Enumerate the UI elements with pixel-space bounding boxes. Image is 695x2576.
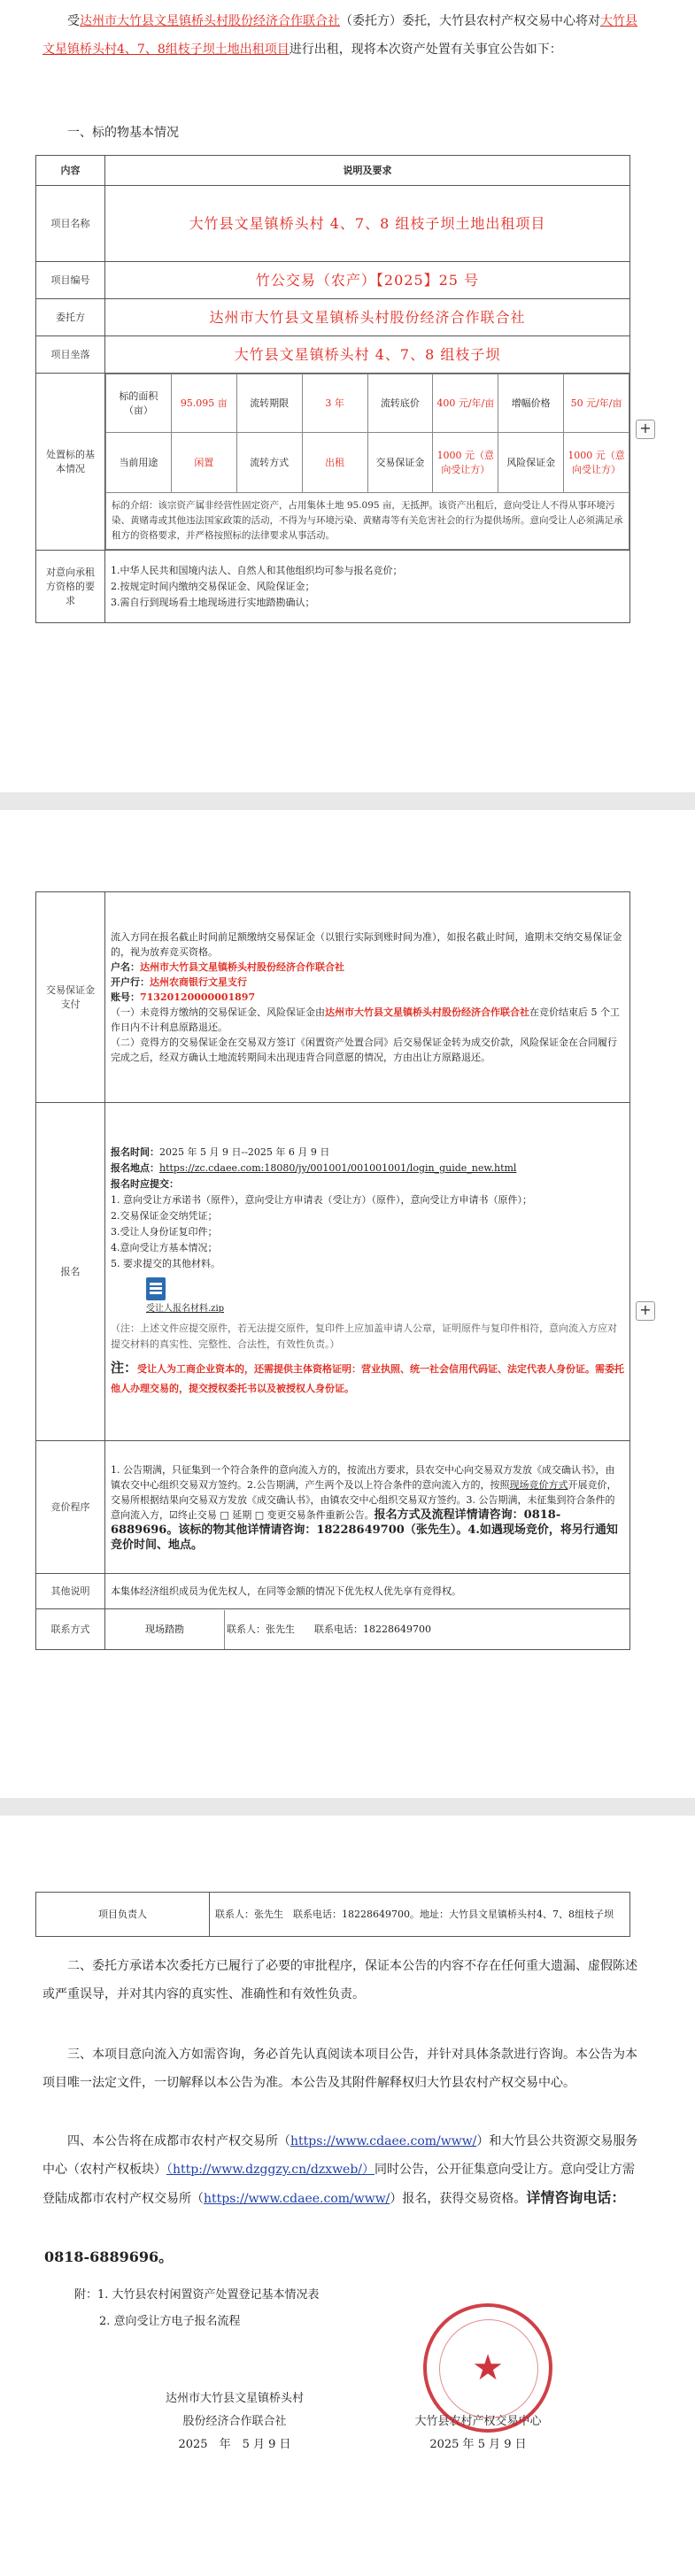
add-row-button-2[interactable]: +: [636, 1301, 655, 1321]
deposit-pay-label: 交易保证金支付: [36, 892, 105, 1103]
registration-note: （注：上述文件应提交原件，若无法提交原件，复印件上应加盖申请人公章，证明原件与复印件相符，意向流入方应对提交材料的真实性、完整性、合法性，有效性负责。）: [111, 1323, 617, 1350]
link-cdaee-1[interactable]: https://www.cdaee.com/www/: [290, 2134, 477, 2148]
attachment-name[interactable]: 受让人报名材料.zip: [146, 1304, 225, 1314]
deposit-value: 1000 元（意向受让方）: [433, 433, 498, 493]
location-value: 大竹县文星镇桥头村 4、7、8 组枝子坝: [105, 336, 630, 374]
add-row-button[interactable]: +: [636, 420, 655, 439]
publication-paragraph: 四、本公告将在成都市农村产权交易所（https://www.cdaee.com/www/）和大竹县公共资源交易服务中心（农村产权板块）（http://www.dzggzy.cn/dzxweb/）同时公告，公开征集意向受让方。意向受让方需登陆成都市农村产权交易所（https://www.cdaee.com/www/）报名，获得交易资格。详情咨询电话：: [42, 2134, 638, 2206]
zip-file-icon: [146, 1277, 166, 1300]
manager-label: 项目负责人: [36, 1893, 210, 1937]
period-value: 3 年: [302, 374, 367, 433]
base-price-value: 400 元/年/亩: [433, 374, 498, 433]
registration-warning: 注：受让人为工商企业资本的，还需提供主体资格证明：营业执照、统一社会信用代码证、法定代表人身份证。需委托他人办理交易的，提交授权委托书以及被授权人身份证。: [111, 1360, 625, 1394]
signature-right: 大竹县农村产权交易中心 2025 年 5 月 9 日: [414, 2415, 542, 2451]
other-label: 其他说明: [36, 1574, 105, 1609]
page-3: [0, 1824, 695, 2576]
contact-info: 联系人：张先生 联系电话：18228649700: [227, 1623, 431, 1635]
reg-doc-5: 5. 要求提交的其他材料。: [111, 1258, 220, 1269]
reg-doc-1: 1. 意向受让方承诺书（原件），意向受让方申请表（受让方）（原件），意向受让方申请书（原件）；: [111, 1194, 532, 1206]
basic-info-label: 处置标的基本情况: [36, 374, 105, 551]
qualification-item-3: 3.需自行到现场看土地现场进行实地踏勘确认；: [111, 596, 315, 608]
increment-label: 增幅价格: [498, 374, 564, 433]
account-number: 71320120000001897: [140, 991, 256, 1003]
project-no-label: 项目编号: [36, 262, 105, 299]
basic-info-grid: [105, 374, 629, 550]
site-visit-label: 现场踏勘: [105, 1610, 225, 1649]
asset-info-table: [35, 155, 630, 623]
header-content: 内容: [36, 156, 105, 186]
link-cdaee-2[interactable]: https://www.cdaee.com/www/: [204, 2192, 390, 2206]
risk-value: 1000 元（意向受让方）: [564, 433, 629, 493]
entrustor-name: 达州市大竹县文星镇桥头村股份经济合作联合社: [80, 14, 340, 28]
registration-time: 2025 年 5 月 9 日--2025 年 6 月 9 日: [159, 1146, 330, 1158]
period-label: 流转期限: [236, 374, 302, 433]
risk-label: 风险保证金: [498, 433, 564, 493]
project-title-inline: 大竹县文星镇桥头村4、7、8组枝子坝土地出租项目: [42, 14, 637, 57]
method-label: 流转方式: [236, 433, 302, 493]
consult-phone: 0818-6889696。: [44, 2248, 174, 2265]
current-use-label: 当前用途: [106, 433, 172, 493]
deposit-label: 交易保证金: [367, 433, 433, 493]
qualification-item-1: 1.中华人民共和国境内法人、自然人和其他组织均可参与报名竞价；: [111, 564, 403, 576]
page-separator-2: [0, 1798, 695, 1816]
reg-doc-4: 4.意向受让方基本情况；: [111, 1242, 218, 1253]
area-value: 95.095 亩: [171, 374, 236, 433]
page-1: [0, 0, 695, 786]
asset-intro: 标的介绍：该宗资产属非经营性固定资产，占用集体土地 95.095 亩，无抵押。该资产出租后，意向受让人不得从事环境污染、黄赌毒或其他违法国家政策的活动，不得为与环境污染、黄赌毒等有关危害社会的行为提供场所。意向受让人必须满足承租方的资格要求，并严格按照标的法律要求从事活动。: [106, 493, 629, 550]
attachment-1: 附：1. 大竹县农村闲置资产处置登记基本情况表: [74, 2288, 320, 2302]
qualification-label: 对意向承租方资格的要求: [36, 551, 105, 623]
section-1-heading: 一、标的物基本情况: [67, 126, 179, 140]
reg-doc-2: 2.交易保证金交纳凭证；: [111, 1210, 218, 1222]
commitment-paragraph: 二、委托方承诺本次委托方已履行了必要的审批程序，保证本公告的内容不存在任何重大遗漏、虚假陈述或严重误导，并对其内容的真实性、准确性和有效性负责。: [42, 1959, 637, 2001]
registration-label: 报名: [36, 1103, 105, 1441]
bidding-label: 竞价程序: [36, 1441, 105, 1574]
reg-doc-3: 3.受让人身份证复印件；: [111, 1226, 218, 1238]
deposit-convert-note: （二）竞得方的交易保证金在交易双方签订《闲置资产处置合同》后交易保证金转为成交价款，风险保证金在合同履行完成之后，经双方确认土地流转期间未出现违背合同意愿的情况，方由出让方原路退还。: [111, 1037, 617, 1063]
link-dzggzy[interactable]: （http://www.dzggzy.cn/dzxweb/）: [166, 2163, 375, 2177]
intro-paragraph: 受达州市大竹县文星镇桥头村股份经济合作联合社（委托方）委托，大竹县农村产权交易中心将对大竹县文星镇桥头村4、7、8组枝子坝土地出租项目进行出租，现将本次资产处置有关事宜公告如下：: [42, 14, 637, 57]
deposit-note: 流入方同在报名截止时间前足额缴纳交易保证金（以银行实际到账时间为准），如报名截止时间，逾期未交纳交易保证金的，视为放弃竞买资格。: [111, 931, 622, 958]
bank-name: 达州农商银行文星支行: [150, 976, 247, 988]
area-label: 标的面积（亩）: [106, 374, 172, 433]
terminate-checkbox: ☑: [169, 1508, 178, 1521]
signature-left: 达州市大竹县文星镇桥头村 股份经济合作联合社 2025 年 5 月 9 日: [165, 2392, 304, 2451]
page-2: [0, 819, 695, 1791]
project-name-label: 项目名称: [36, 186, 105, 262]
official-seal: ★: [423, 2303, 552, 2433]
qualification-item-2: 2.按规定时间内缴纳交易保证金、风险保证金；: [111, 580, 315, 592]
increment-value: 50 元/年/亩: [564, 374, 629, 433]
contact-label: 联系方式: [36, 1609, 105, 1650]
manager-table: [35, 1892, 630, 1937]
account-name: 达州市大竹县文星镇桥头村股份经济合作联合社: [140, 961, 344, 973]
bidding-contact: 报名方式及流程详情请咨询：0818-6889696。该标的物其他详情请咨询：18228649700（张先生）。4.如遇现场竞价，将另行通知竞价时间、地点。: [111, 1508, 618, 1552]
location-label: 项目坐落: [36, 336, 105, 374]
header-desc: 说明及要求: [105, 156, 630, 186]
base-price-label: 流转底价: [367, 374, 433, 433]
consultation-paragraph: 三、本项目意向流入方如需咨询，务必首先认真阅读本项目公告，并针对具体条款进行咨询。本公告为本项目唯一法定文件，一切解释以本公告为准。本公告及其附件解释权归大竹县农村产权交易中心。: [42, 2048, 637, 2090]
procedure-table: 交易保证金支付 流入方同在报名截止时间前足额缴纳交易保证金（以银行实际到账时间为准），如报名截止时间，逾期未交纳交易保证金的，视为放弃竞买资格。 户名：达州市大竹县文星镇桥头村股份经济合作联合社 开户行：达州农商银行文星支行 账号：71320120000001897 （一）未竞得方缴纳的交易保证金、风险保证金由达州市大竹县文星镇桥头村股份经济合作联合社在竞价结束后 5 个工作日内不计利息原路退还。 （二）竞得方的交易保证金在交易双方签订《闲置资产处置合同》后交易保证金转为成交价款，风险保证金在合同履行完成之后，经双方确认土地流转期间未出现违背合同意愿的情况，方由出让方原路退还。 报名 报名时间：2025 年 5 月 9 日--2025 年 6 月 9 日 报名地点：https://zc.cdaee.com:18080/jy/001001/001001001/login_guide_new.html 报名时应提交： 1. 意向受让方承诺书（原件），意向受让方申请表（受让方）（原件），意向受让方申请书（原件）； 2.交易保证金交纳凭证； 3.受让人身份证复印件； 4.意向受让方基本情况； 5. 要求提交的其他材料。 受让人报名材料.zip （注：上述文件应提交原件，若无法提交原件，复印件上应加盖申请人公章，证明原件与复印件相符，意向流入方应对提交材料的真实性、完整性、合法性，有效性负责。） 注：受让人为工商企业资本的，还需提供主体资格证明：营业执照、统一社会信用代码证、法定代表人身份证。需委托他人办理交易的，提交授权委托书以及被授权人身份证。 竞价程序 1. 公告期满，只征集到一个符合条件的意向流入方的，按流出方要求，县农交中心向交易双方发放《成交确认书》，由镇农交中心组织交易双方签约。2.公告期满，产生两个及以上符合条件的意向流入方的，按照现场竞价方式开展竞价，交易所根据结果向交易双方发放《成交确认书》，由镇农交中心组织交易双方签约。3. 公告期满，未征集到符合条件的意向流入方，☑终止交易 □ 延期 □ 变更交易条件重新公告。报名方式及流程详情请咨询：0818-6889696。该标的物其他详情请咨询：18228649700（张先生）。4.如遇现场竞价，将另行通知竞价时间、地点。 其他说明 本集体经济组织成员为优先权人，在同等金额的情况下优先权人优先享有竞得权。 联系方式 现场踏勘 联系人：张先生 联系电话：18228649700: [35, 891, 630, 1650]
entrustor-value: 达州市大竹县文星镇桥头村股份经济合作联合社: [105, 299, 630, 336]
page-separator: [0, 792, 695, 810]
project-name: 大竹县文星镇桥头村 4、7、8 组枝子坝土地出租项目: [105, 186, 630, 262]
entrustor-label: 委托方: [36, 299, 105, 336]
registration-url[interactable]: https://zc.cdaee.com:18080/jy/001001/001001001/login_guide_new.html: [159, 1162, 517, 1174]
refund-note: （一）未竞得方缴纳的交易保证金、风险保证金由达州市大竹县文星镇桥头村股份经济合作联合社在竞价结束后 5 个工作日内不计利息原路退还。: [111, 1006, 620, 1033]
current-use-value: 闲置: [171, 433, 236, 493]
other-note: 本集体经济组织成员为优先权人，在同等金额的情况下优先权人优先享有竞得权。: [105, 1574, 630, 1609]
manager-info: 联系人：张先生 联系电话：18228649700。地址：大竹县文星镇桥头村4、7、8组枝子坝: [210, 1893, 630, 1937]
attachment[interactable]: [146, 1277, 624, 1317]
project-no: 竹公交易（农产）【2025】25 号: [105, 262, 630, 299]
attachment-2: 2. 意向受让方电子报名流程: [99, 2315, 241, 2328]
method-value: 出租: [302, 433, 367, 493]
